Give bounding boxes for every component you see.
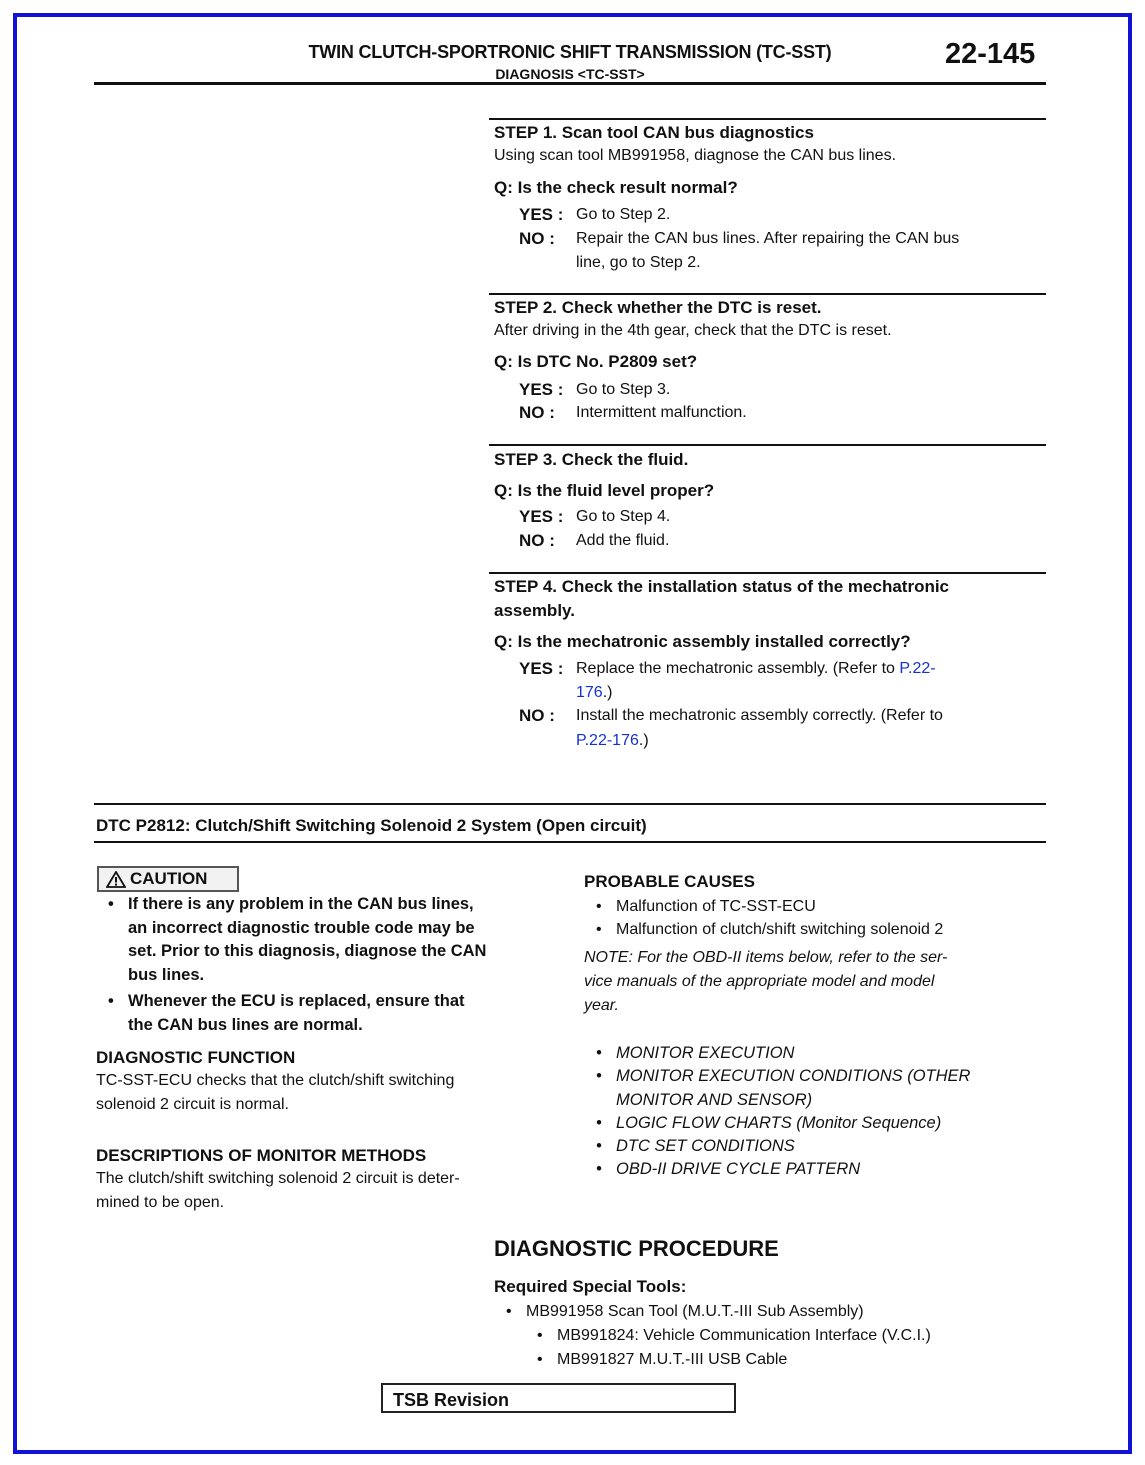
step-1-body: Using scan tool MB991958, diagnose the CAN bus lines.	[494, 147, 897, 164]
caution-line: Whenever the ECU is replaced, ensure that	[128, 992, 465, 1010]
cause-item	[590, 895, 943, 918]
caution-line: the CAN bus lines are normal.	[128, 1015, 363, 1034]
bullet-icon: •	[596, 1160, 602, 1179]
bullet-icon: •	[108, 992, 114, 1010]
required-tools-heading: Required Special Tools:	[494, 1277, 687, 1296]
monitor-methods-text-cont: mined to be open.	[96, 1194, 225, 1211]
diagnostic-procedure-heading: DIAGNOSTIC PROCEDURE	[494, 1236, 779, 1261]
step-3-title: STEP 3. Check the fluid.	[494, 450, 689, 469]
ref-link-p22-176-cont[interactable]: 176	[576, 684, 603, 701]
step-4-rule	[489, 572, 1046, 574]
step-3-no-text: Add the fluid.	[576, 532, 670, 549]
step-4-no-text: Install the mechatronic assembly correctly. (Refer to	[576, 707, 943, 724]
step-2-yes-text: Go to Step 3.	[576, 381, 671, 398]
obd-item	[590, 1112, 970, 1135]
dtc-rule-bottom	[94, 841, 1046, 843]
tool-text: MB991824: Vehicle Communication Interface (V.C.I.)	[557, 1327, 931, 1344]
step-1-rule	[489, 118, 1046, 120]
obd-note-cont: vice manuals of the appropriate model and model	[584, 973, 935, 990]
bullet-icon: •	[506, 1303, 512, 1320]
bullet-icon: •	[596, 1137, 602, 1156]
tool-subitem	[531, 1348, 931, 1372]
tool-item	[500, 1300, 931, 1324]
cause-text: Malfunction of TC-SST-ECU	[616, 898, 816, 915]
obd-note: NOTE: For the OBD-II items below, refer to the ser-	[584, 949, 948, 966]
step-3-yes-label: YES :	[519, 507, 564, 526]
step-2-yes-label: YES :	[519, 380, 564, 399]
step-4-question: Q: Is the mechatronic assembly installed correctly?	[494, 632, 911, 651]
step-2-no-text: Intermittent malfunction.	[576, 404, 747, 421]
ref-link-p22-176[interactable]: P.22-	[899, 660, 936, 677]
bullet-icon: •	[537, 1327, 543, 1344]
obd-item-text: MONITOR EXECUTION CONDITIONS (OTHER	[616, 1067, 971, 1086]
obd-item	[590, 1158, 970, 1181]
tsb-revision-box: TSB Revision	[381, 1383, 736, 1413]
step-2-body: After driving in the 4th gear, check that the DTC is reset.	[494, 322, 892, 339]
bullet-icon: •	[596, 1067, 602, 1086]
step-4-yes-text	[576, 657, 936, 681]
step-2-no-label: NO :	[519, 403, 555, 422]
step-1-yes-text: Go to Step 2.	[576, 206, 671, 223]
caution-line: an incorrect diagnostic trouble code may be	[128, 918, 475, 937]
caution-label: CAUTION	[130, 869, 208, 888]
bullet-icon: •	[596, 921, 602, 938]
cause-item	[590, 918, 943, 941]
caution-list	[102, 893, 572, 1037]
step-4-yes-close: .)	[602, 684, 613, 701]
step-1-title: STEP 1. Scan tool CAN bus diagnostics	[494, 123, 814, 142]
caution-box	[97, 866, 239, 892]
step-4-no-text-cont	[576, 729, 649, 753]
header-rule	[94, 82, 1046, 85]
obd-note-cont-2: year.	[584, 997, 619, 1014]
caution-line: set. Prior to this diagnosis, diagnose the CAN	[128, 942, 487, 960]
probable-causes-heading: PROBABLE CAUSES	[584, 872, 755, 891]
step-3-no-label: NO :	[519, 531, 555, 550]
dtc-title: DTC P2812: Clutch/Shift Switching Solenoid 2 System (Open circuit)	[96, 816, 647, 835]
cause-text: Malfunction of clutch/shift switching solenoid 2	[616, 921, 944, 938]
section-title: TWIN CLUTCH-SPORTRONIC SHIFT TRANSMISSION (TC-SST)	[308, 42, 832, 62]
step-1-no-label: NO :	[519, 229, 555, 248]
diagnostic-function-text: TC-SST-ECU checks that the clutch/shift switching	[96, 1072, 455, 1089]
bullet-icon: •	[596, 898, 602, 915]
diagnostic-function-text-cont: solenoid 2 circuit is normal.	[96, 1096, 289, 1113]
step-4-yes-text-main: Replace the mechatronic assembly. (Refer to	[576, 660, 900, 677]
obd-item-text: OBD-II DRIVE CYCLE PATTERN	[616, 1160, 861, 1179]
obd-item-text: LOGIC FLOW CHARTS (Monitor Sequence)	[616, 1113, 942, 1132]
step-4-title-cont: assembly.	[494, 601, 575, 620]
bullet-icon: •	[596, 1113, 602, 1132]
step-2-title: STEP 2. Check whether the DTC is reset.	[494, 298, 822, 317]
caution-line: bus lines.	[128, 965, 205, 984]
step-3-rule	[489, 444, 1046, 446]
ref-link-p22-176-b[interactable]: P.22-176	[576, 732, 639, 749]
page-number: 22-145	[945, 38, 1036, 70]
warning-triangle-icon	[106, 871, 126, 888]
monitor-methods-heading: DESCRIPTIONS OF MONITOR METHODS	[96, 1146, 427, 1165]
obd-item	[590, 1065, 970, 1112]
probable-causes-list	[590, 895, 943, 941]
step-2-question: Q: Is DTC No. P2809 set?	[494, 352, 698, 371]
bullet-icon: •	[108, 895, 114, 913]
step-4-no-close: .)	[638, 732, 649, 749]
caution-item	[102, 893, 572, 987]
step-4-no-label: NO :	[519, 706, 555, 725]
step-1-yes-label: YES :	[519, 205, 564, 224]
caution-line: If there is any problem in the CAN bus lines,	[128, 895, 474, 913]
step-3-question: Q: Is the fluid level proper?	[494, 481, 715, 500]
step-3-yes-text: Go to Step 4.	[576, 508, 671, 525]
tool-subitem	[531, 1324, 931, 1348]
obd-item	[590, 1042, 970, 1065]
dtc-rule-top	[94, 803, 1046, 805]
caution-item	[102, 990, 572, 1037]
tool-text: MB991827 M.U.T.-III USB Cable	[557, 1351, 788, 1368]
step-4-yes-label: YES :	[519, 659, 564, 678]
step-1-no-text: Repair the CAN bus lines. After repairing the CAN bus	[576, 230, 960, 247]
obd-item-text: DTC SET CONDITIONS	[616, 1137, 795, 1156]
obd-item-text-cont: MONITOR AND SENSOR)	[616, 1090, 813, 1109]
obd-item-text: MONITOR EXECUTION	[616, 1044, 795, 1062]
step-1-no-text-cont: line, go to Step 2.	[576, 254, 701, 271]
monitor-methods-text: The clutch/shift switching solenoid 2 circuit is deter-	[96, 1170, 460, 1187]
diagnostic-function-heading: DIAGNOSTIC FUNCTION	[96, 1048, 296, 1067]
bullet-icon: •	[537, 1351, 543, 1368]
tools-list	[500, 1300, 931, 1372]
section-subtitle: DIAGNOSIS <TC-SST>	[495, 66, 645, 82]
bullet-icon: •	[596, 1044, 602, 1062]
step-2-rule	[489, 293, 1046, 295]
step-4-title: STEP 4. Check the installation status of the mechatronic	[494, 577, 950, 596]
step-4-yes-text-cont	[576, 681, 612, 705]
tool-text: MB991958 Scan Tool (M.U.T.-III Sub Assembly)	[526, 1303, 864, 1320]
obd-items-list	[590, 1042, 970, 1182]
step-1-question: Q: Is the check result normal?	[494, 178, 738, 197]
obd-item	[590, 1135, 970, 1158]
